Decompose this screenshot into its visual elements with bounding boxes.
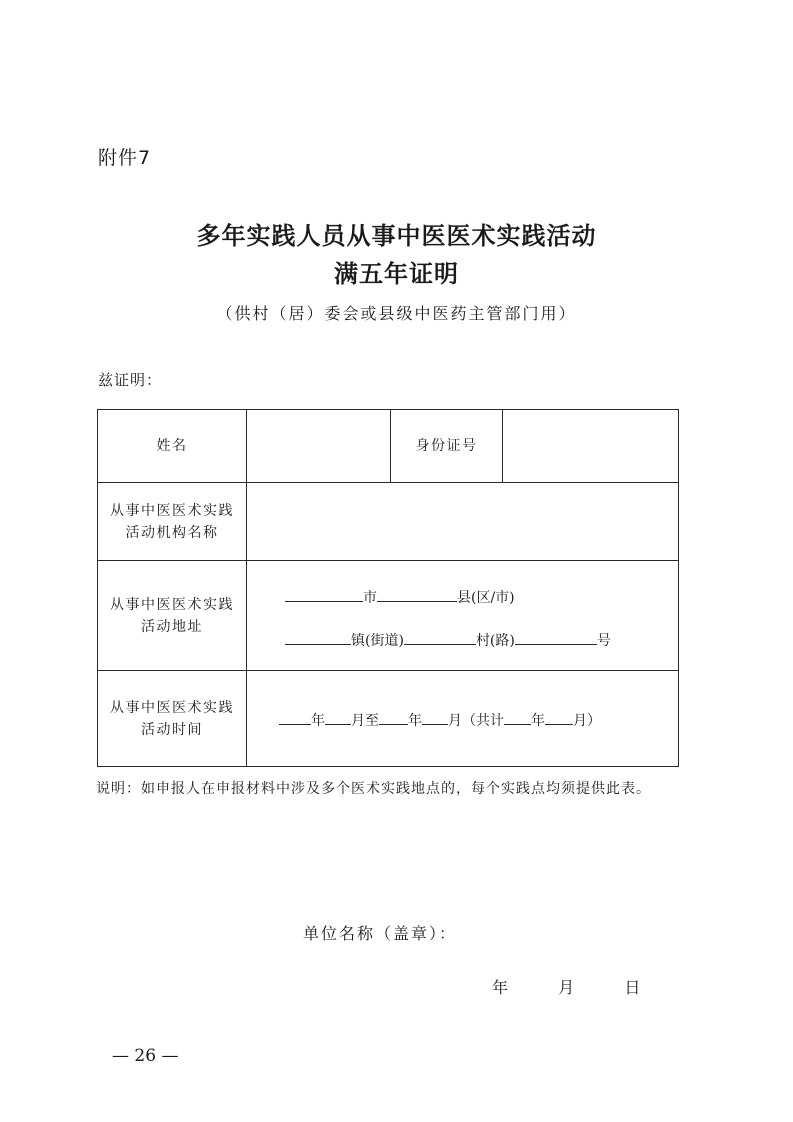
county-suffix: 县(区/市) [457,590,515,606]
date-year-label: 年 [492,978,509,997]
village-suffix: 村(路) [475,633,515,649]
signature-date [492,975,640,998]
note-text: 说明：如申报人在申报材料中涉及多个医术实践地点的，每个实践点均须提供此表。 [96,781,651,797]
org-name-field[interactable] [247,483,678,560]
document-title-line1: 多年实践人员从事中医医术实践活动 [196,222,597,250]
time-label [98,671,246,767]
name-label [98,410,246,482]
attachment-label: 附件7 [98,147,152,169]
name-label-text: 姓名 [156,438,188,454]
address-label [98,561,246,670]
id-number-field[interactable] [503,410,678,482]
city-suffix: 市 [363,590,377,606]
time-period-line [279,708,601,730]
intro-text: 兹证明： [98,371,163,389]
total-open-text: 月（共计 [448,713,504,729]
start-year-suffix: 年 [311,713,325,729]
unit-name-seal-label: 单位名称（盖章）： [303,924,458,943]
date-day-label: 日 [624,978,641,997]
id-number-label [391,410,502,482]
total-months-blank[interactable] [545,708,573,725]
start-month-blank[interactable] [325,708,351,725]
document-title-line2: 满五年证明 [334,260,459,288]
time-label-line2: 活动时间 [141,722,203,738]
time-label-line1: 从事中医医术实践 [110,700,234,716]
page-number: — 26 — [112,1046,179,1066]
total-years-blank[interactable] [504,708,531,725]
end-year-blank[interactable] [379,708,408,725]
town-blank[interactable] [285,628,351,645]
date-month-label: 月 [558,978,575,997]
org-name-label [98,483,246,560]
county-blank[interactable] [377,585,457,602]
address-label-line1: 从事中医医术实践 [110,596,234,613]
total-months-suffix: 月） [573,713,601,729]
certificate-form-table [97,409,679,767]
start-year-blank[interactable] [279,708,311,725]
name-field[interactable] [247,410,390,482]
house-number-blank[interactable] [515,628,597,645]
id-number-label-text: 身份证号 [415,438,478,454]
house-number-suffix: 号 [596,633,611,649]
start-month-suffix: 月至 [351,713,379,729]
total-years-suffix: 年 [531,713,545,729]
org-name-label-line2: 活动机构名称 [125,524,219,541]
document-subtitle: （供村（居）委会或县级中医药主管部门用） [216,304,577,323]
address-label-line2: 活动地址 [141,618,203,635]
town-suffix: 镇(街道) [351,633,404,649]
village-blank[interactable] [404,628,476,645]
end-year-suffix: 年 [408,713,422,729]
org-name-label-line1: 从事中医医术实践 [110,502,234,519]
address-line-2 [285,628,611,650]
end-month-blank[interactable] [422,708,448,725]
address-line-1 [285,585,515,607]
city-blank[interactable] [285,585,363,602]
